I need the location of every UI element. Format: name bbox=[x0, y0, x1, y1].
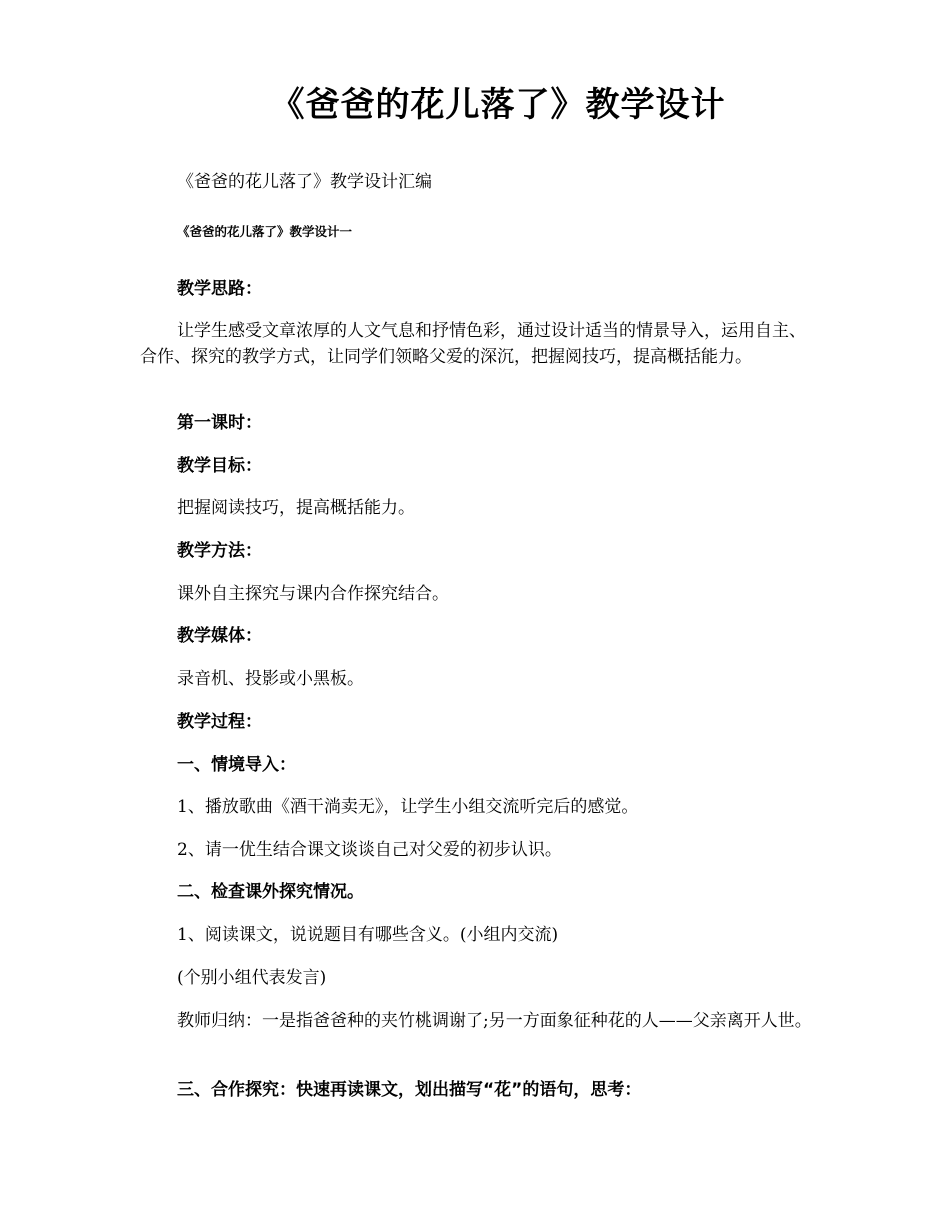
paragraph-group-presentation: (个别小组代表发言) bbox=[177, 968, 327, 988]
heading-first-lesson: 第一课时： bbox=[177, 413, 262, 433]
heading-teaching-media: 教学媒体： bbox=[177, 626, 262, 646]
heading-teaching-goals: 教学目标： bbox=[177, 456, 262, 476]
paragraph-teaching-approach: 让学生感受文章浓厚的人文气息和抒情色彩，通过设计适当的情景导入，运用自主、合作、探究的教学方式，让同学们领略父爱的深沉，把握阅技巧，提高概括能力。 bbox=[140, 321, 806, 367]
paragraph-teaching-media: 录音机、投影或小黑板。 bbox=[177, 669, 364, 689]
list-item-step-two-1: 1、阅读课文，说说题目有哪些含义。(小组内交流) bbox=[177, 925, 559, 945]
heading-teaching-process: 教学过程： bbox=[177, 712, 262, 732]
heading-step-two: 二、检查课外探究情况。 bbox=[177, 882, 364, 902]
paragraph-teaching-goals: 把握阅读技巧，提高概括能力。 bbox=[177, 498, 415, 518]
heading-teaching-approach: 教学思路： bbox=[177, 279, 262, 299]
paragraph-teaching-methods: 课外自主探究与课内合作探究结合。 bbox=[177, 584, 449, 604]
section-heading: 《爸爸的花儿落了》教学设计一 bbox=[177, 224, 353, 239]
heading-step-one: 一、情境导入： bbox=[177, 755, 296, 775]
list-item-step-one-1: 1、播放歌曲《酒干淌卖无》，让学生小组交流听完后的感觉。 bbox=[177, 797, 639, 817]
heading-step-three: 三、合作探究：快速再读课文，划出描写“花”的语句，思考： bbox=[177, 1080, 642, 1100]
document-subtitle: 《爸爸的花儿落了》教学设计汇编 bbox=[177, 172, 432, 192]
document-title: 《爸爸的花儿落了》教学设计 bbox=[270, 85, 726, 125]
heading-teaching-methods: 教学方法： bbox=[177, 541, 262, 561]
list-item-step-one-2: 2、请一优生结合课文谈谈自己对父爱的初步认识。 bbox=[177, 840, 562, 860]
paragraph-teacher-summary: 教师归纳：一是指爸爸种的夹竹桃调谢了;另一方面象征种花的人——父亲离开人世。 bbox=[177, 1011, 812, 1031]
